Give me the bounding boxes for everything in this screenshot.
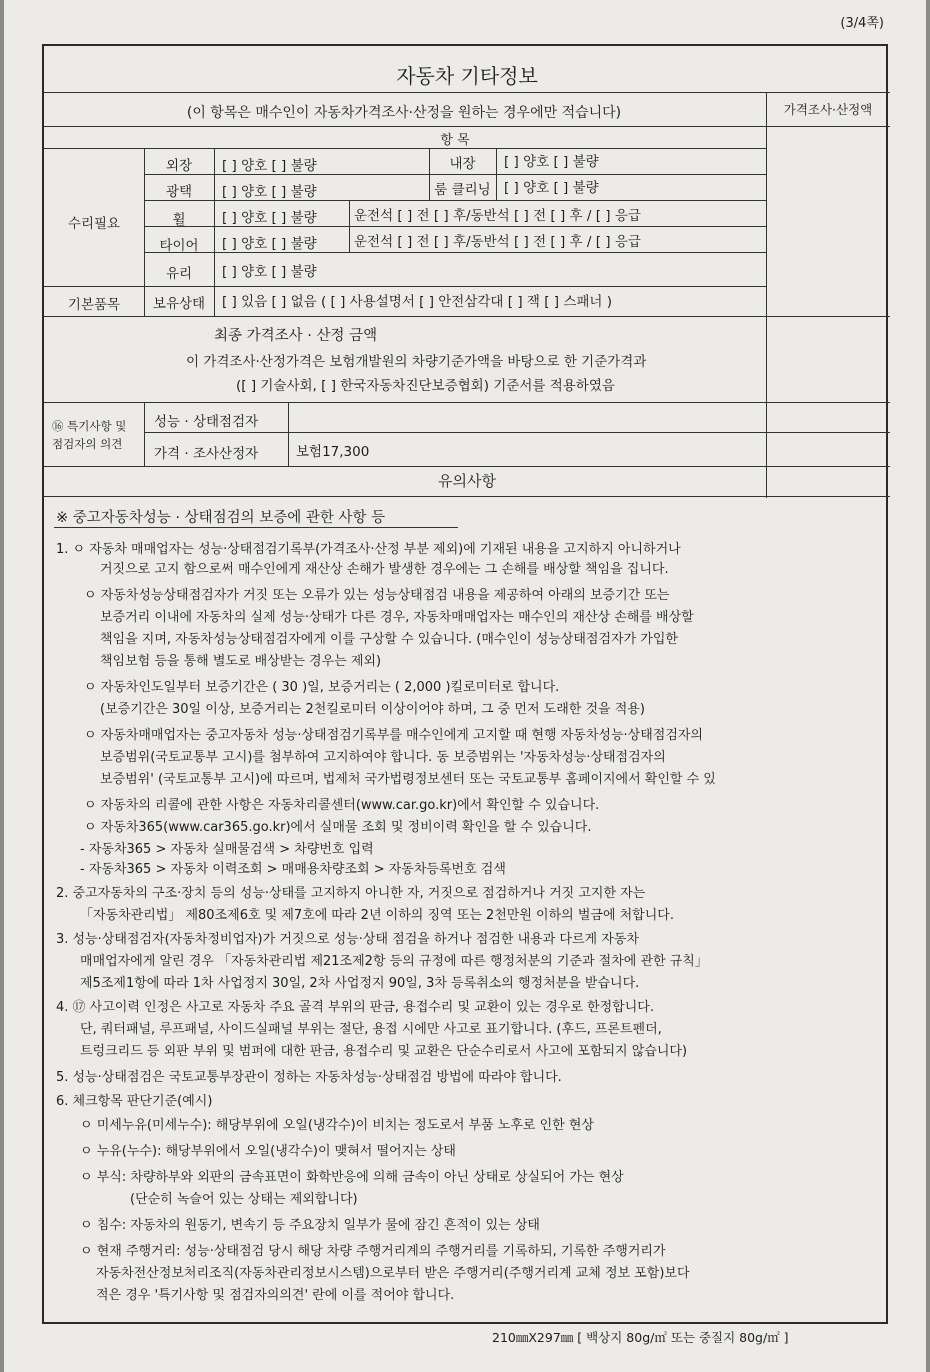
note-line: 매매업자에게 알린 경우 「자동차관리법 제21조제2항 등의 규정에 따른 행정처분의 기준과 절차에 관한 규칙」 [80,954,708,969]
opinion-label-line2: 점검자의 의견 [52,437,123,451]
item-header: 항 목 [440,133,470,148]
note-line: 적은 경우 '특기사항 및 점검자의의견' 란에 이를 적어야 합니다. [96,1288,455,1303]
rule [144,226,766,227]
rule [44,286,766,287]
note-line: 6. 체크항목 판단기준(예시) [56,1094,213,1109]
note-line: (보증기간은 30일 이상, 보증거리는 2천킬로미터 이상이어야 하며, 그 중 먼저 도래한 것을 적용) [100,702,645,717]
rule [144,174,766,175]
note-line: - 자동차365 > 자동차 실매물검색 > 차량번호 입력 [80,842,374,857]
note-line: 책임보험 등을 통해 별도로 배상받는 경우는 제외) [100,654,382,669]
repair-row-label: 내장 [449,156,476,172]
inspector-label: 성능 · 상태점검자 [154,414,259,430]
sublabel-column-divider [214,148,215,316]
note-line: 보증범위' (국토교통부 고시)에 따르며, 법제처 국가법령정보센터 또는 국토교통부 홈페이지에서 확인할 수 있 [100,772,716,787]
note-line: 1. ㅇ 자동차 매매업자는 성능·상태점검기록부(가격조사·산정 부분 제외)에 기재된 내용을 고지하지 아니하거나 [56,542,681,557]
note-line: ㅇ 침수: 자동차의 원동기, 변속기 등 주요장치 일부가 물에 잠긴 흔적이 있는 상태 [80,1218,540,1233]
repair-row-value: 운전석 [ ] 전 [ ] 후/동반석 [ ] 전 [ ] 후 / [ ] 응급 [354,234,641,250]
appraiser-label: 가격 · 조사산정자 [154,446,259,462]
note-line: 트렁크리드 등 외판 부위 및 범퍼에 대한 판금, 용접수리 및 교환은 단순수리로서 사고에 포함되지 않습니다) [80,1044,688,1059]
note-line: ㅇ 자동차의 리콜에 관한 사항은 자동차리콜센터(www.car.go.kr)에서 확인할 수 있습니다. [84,798,600,813]
basic-items-group-label: 기본품목 [67,297,121,313]
form-subtitle: (이 항목은 매수인이 자동차가격조사·산정을 원하는 경우에만 적습니다) [186,105,622,121]
note-line: 제5조제1항에 따라 1차 사업정지 30일, 2차 사업정지 90일, 3차 등록취소의 행정처분을 받습니다. [80,976,640,991]
rule [44,148,766,149]
note-line: ㅇ 누유(누수): 해당부위에서 오일(냉각수)이 맺혀서 떨어지는 상태 [80,1144,456,1159]
page-number: (3/4쪽) [840,16,884,31]
note-line: ㅇ 미세누유(미세누수): 해당부위에 오일(냉각수)이 비치는 정도로서 부품 노후로 인한 현상 [80,1118,594,1133]
note-line: ㅇ 현재 주행거리: 성능·상태점검 당시 해당 차량 주행거리계의 주행거리를 기록하되, 기록한 주행거리가 [80,1244,666,1259]
note-line: ㅇ 자동차매매업자는 중고자동차 성능·상태점검기록부를 매수인에게 고지할 때 현행 자동차성능·상태점검자의 [84,728,703,743]
repair-row-value: [ ] 양호 [ ] 불량 [222,158,317,174]
note-line: 책임을 지며, 자동차성능상태점검자에게 이를 구상할 수 있습니다. (매수인이 성능상태점검자가 가입한 [100,632,678,647]
rule [144,252,766,253]
note-line: 「자동차관리법」 제80조제6호 및 제7호에 따라 2년 이하의 징역 또는 2천만원 이하의 벌금에 처합니다. [80,908,674,923]
repair-row-value: [ ] 양호 [ ] 불량 [504,154,599,170]
repair-row-value: [ ] 양호 [ ] 불량 [222,236,317,252]
basic-items-label: 보유상태 [152,296,206,312]
note-line: ㅇ 자동차인도일부터 보증기간은 ( 30 )일, 보증거리는 ( 2,000 )킬로미터로 합니다. [84,680,560,695]
note-line: 2. 중고자동차의 구조·장치 등의 성능·상태를 고지하지 아니한 자, 거짓으로 점검하거나 거짓 고지한 자는 [56,886,646,901]
document-page [4,0,926,1372]
repair-group-label: 수리필요 [67,216,121,232]
note-line: 단, 쿼터패널, 루프패널, 사이드실패널 부위는 절단, 용접 시에만 사고로 표기합니다. (후드, 프론트펜더, [80,1022,662,1037]
repair-row-label: 유리 [165,266,193,282]
final-price-line2: ([ ] 기술사회, [ ] 한국자동차진단보증협회) 기준서를 적용하였음 [236,378,615,394]
final-price-title: 최종 가격조사 · 산정 금액 [214,328,378,344]
warranty-title: ※ 중고자동차성능 · 상태점검의 보증에 관한 사항 등 [56,510,386,526]
note-line: 자동차전산정보처리조직(자동차관리정보시스템)으로부터 받은 주행거리(주행거리계 교체 정보 포함)보다 [96,1266,690,1281]
note-line: 보증거리 이내에 자동차의 실제 성능·상태가 다른 경우, 자동차매매업자는 매수인의 재산상 손해를 배상할 [100,610,694,625]
form-title: 자동차 기타정보 [396,64,538,88]
appraiser-value: 보험17,300 [296,444,370,460]
note-line: 4. ⑰ 사고이력 인정은 사고로 자동차 주요 골격 부위의 판금, 용접수리 및 교환이 있는 경우로 한정합니다. [56,1000,654,1015]
repair-row-label: 타이어 [159,238,199,254]
price-column-divider [766,92,767,498]
note-line: (단순히 녹슬어 있는 상태는 제외합니다) [130,1192,358,1207]
note-line: ㅇ 자동차성능상태점검자가 거짓 또는 오류가 있는 성능상태점검 내용을 제공하여 아래의 보증기간 또는 [84,588,670,603]
note-line: ㅇ 자동차365(www.car365.go.kr)에서 실매물 조회 및 정비이력 확인을 할 수 있습니다. [84,820,592,835]
rule [44,92,890,93]
opinion-divider [144,402,145,466]
repair-row-value: [ ] 양호 [ ] 불량 [504,180,599,196]
repair-row-label: 외장 [165,158,193,174]
rule [144,432,890,433]
rule [44,466,890,467]
note-line: 보증범위(국토교통부 고시)를 첨부하여 고지하여야 합니다. 동 보증범위는 '자동차성능·상태점검자의 [100,750,666,765]
notes-title: 유의사항 [438,472,496,490]
opinion-divider [288,402,289,466]
note-line: 거짓으로 고지 함으로써 매수인에게 재산상 손해가 발생한 경우에는 그 손해를 배상할 책임을 집니다. [100,562,669,577]
price-column-header: 가격조사·산정액 [783,102,873,117]
note-line: 5. 성능·상태점검은 국토교통부장관이 정하는 자동차성능·상태점검 방법에 따라야 합니다. [56,1070,562,1085]
note-line: ㅇ 부식: 차량하부와 외판의 금속표면이 화학반응에 의해 금속이 아닌 상태로 상실되어 가는 현상 [80,1170,624,1185]
warranty-title-underline [54,527,458,528]
mid-divider [349,200,350,252]
repair-row-value: 운전석 [ ] 전 [ ] 후/동반석 [ ] 전 [ ] 후 / [ ] 응급 [354,208,641,224]
paper-spec-footer: 210㎜X297㎜ [ 백상지 80g/㎡ 또는 중질지 80g/㎡ ] [492,1330,789,1345]
rule [44,402,890,403]
basic-items-value: [ ] 있음 [ ] 없음 ( [ ] 사용설명서 [ ] 안전삼각대 [ ] 잭 [ ] 스패너 ) [222,294,613,310]
rule [44,316,890,317]
rule [144,200,766,201]
repair-row-value: [ ] 양호 [ ] 불량 [222,264,317,280]
rule [44,126,890,127]
opinion-label-line1: ⑯ 특기사항 및 [52,419,127,433]
note-line: - 자동차365 > 자동차 이력조회 > 매매용차량조회 > 자동차등록번호 검색 [80,862,506,877]
repair-row-label: 휠 [172,212,186,228]
mid-divider [496,148,497,200]
repair-row-value: [ ] 양호 [ ] 불량 [222,210,317,226]
repair-row-value: [ ] 양호 [ ] 불량 [222,184,317,200]
rule [44,496,890,497]
final-price-line1: 이 가격조사·산정가격은 보험개발원의 차량기준가액을 바탕으로 한 기준가격과 [186,354,647,370]
repair-row-label: 광택 [165,184,193,200]
repair-row-label: 룸 클리닝 [434,182,491,198]
note-line: 3. 성능·상태점검자(자동차정비업자)가 거짓으로 성능·상태 점검을 하거나 점검한 내용과 다르게 자동차 [56,932,639,947]
